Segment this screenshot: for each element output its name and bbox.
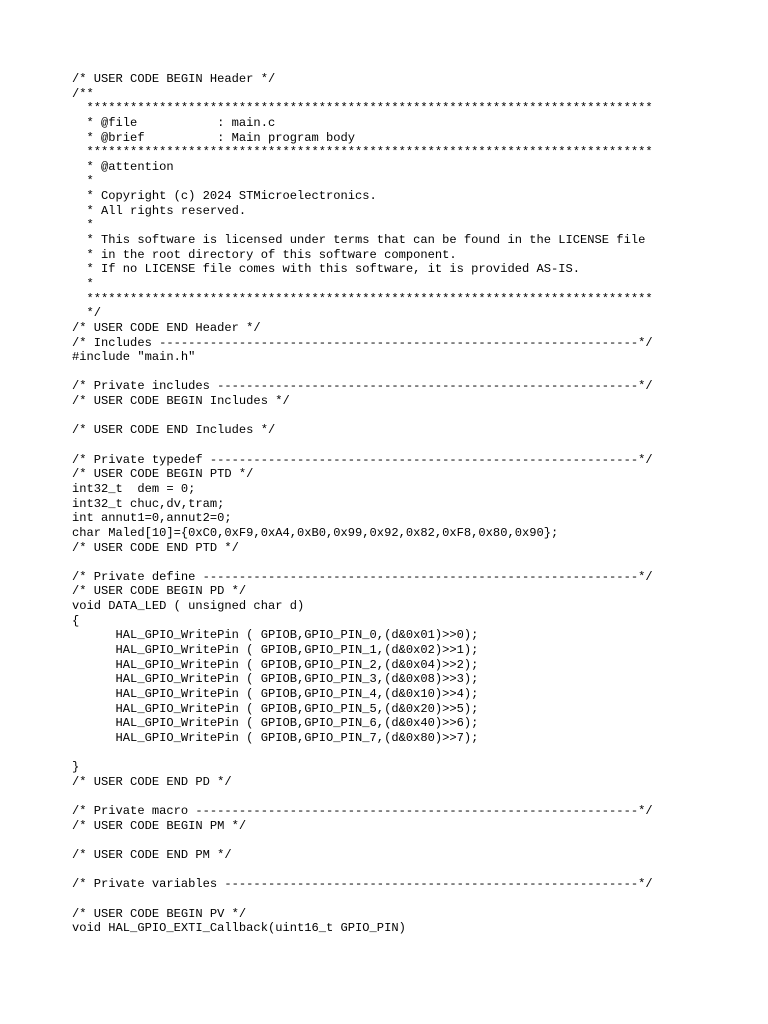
code-line: #include "main.h" [72,350,196,365]
code-line: * @attention [72,159,174,174]
code-line: HAL_GPIO_WritePin ( GPIOB,GPIO_PIN_1,(d&0x02)>>1); [72,642,479,657]
code-line: /* USER CODE END Includes */ [72,423,276,438]
code-line: /** [72,86,94,101]
code-line: * [72,174,94,189]
code-line [72,438,722,453]
code-line: /* Includes ------------------------------------------------------------------*/ [72,335,653,350]
code-line [72,555,722,570]
code-line: HAL_GPIO_WritePin ( GPIOB,GPIO_PIN_2,(d&0x04)>>2); [72,657,479,672]
code-line: /* USER CODE END Header */ [72,320,261,335]
code-line: int32_t dem = 0; [72,481,196,496]
code-line: * @brief : Main program body [72,130,356,145]
code-line: HAL_GPIO_WritePin ( GPIOB,GPIO_PIN_7,(d&0x80)>>7); [72,730,479,745]
code-line [72,409,722,424]
code-line: */ [72,306,102,321]
code-line: int annut1=0,annut2=0; [72,511,232,526]
code-line: /* Private typedef -----------------------------------------------------------*/ [72,452,653,467]
code-line: /* Private includes ----------------------------------------------------------*/ [72,379,653,394]
code-page [72,72,722,936]
code-line: /* USER CODE END PM */ [72,847,232,862]
code-line: * This software is licensed under terms that can be found in the LICENSE file [72,233,646,248]
code-line: HAL_GPIO_WritePin ( GPIOB,GPIO_PIN_6,(d&0x40)>>6); [72,716,479,731]
code-line: HAL_GPIO_WritePin ( GPIOB,GPIO_PIN_0,(d&0x01)>>0); [72,628,479,643]
code-line: /* Private define ------------------------------------------------------------*/ [72,569,653,584]
code-line: void DATA_LED ( unsigned char d) [72,599,305,614]
code-line: /* USER CODE END PD */ [72,774,232,789]
code-line: * [72,218,94,233]
code-line: * [72,276,94,291]
code-line: * If no LICENSE file comes with this software, it is provided AS-IS. [72,262,581,277]
code-line [72,365,722,380]
code-line: /* USER CODE BEGIN Includes */ [72,394,290,409]
code-line: * All rights reserved. [72,203,247,218]
code-line: } [72,760,80,775]
code-line: /* USER CODE BEGIN Header */ [72,72,276,86]
code-line: /* Private macro -------------------------------------------------------------*/ [72,804,653,819]
code-line: void HAL_GPIO_EXTI_Callback(uint16_t GPIO_PIN) [72,921,406,936]
code-line: * in the root directory of this software component. [72,247,457,262]
code-line: /* USER CODE END PTD */ [72,540,239,555]
code-line [72,789,722,804]
code-line: /* USER CODE BEGIN PD */ [72,584,247,599]
code-line [72,745,722,760]
code-line: ****************************************************************************** [72,291,653,306]
code-line: /* USER CODE BEGIN PM */ [72,818,247,833]
code-line: char Maled[10]={0xC0,0xF9,0xA4,0xB0,0x99,0x92,0x82,0xF8,0x80,0x90}; [72,525,559,540]
code-line: /* USER CODE BEGIN PTD */ [72,467,254,482]
code-line: HAL_GPIO_WritePin ( GPIOB,GPIO_PIN_5,(d&0x20)>>5); [72,701,479,716]
code-line [72,833,722,848]
code-line [72,863,722,878]
code-line [72,892,722,907]
code-line: * Copyright (c) 2024 STMicroelectronics. [72,189,377,204]
code-line: int32_t chuc,dv,tram; [72,496,225,511]
code-line: ****************************************************************************** [72,145,653,160]
code-line: { [72,613,80,628]
code-line: /* Private variables ---------------------------------------------------------*/ [72,877,653,892]
code-line: HAL_GPIO_WritePin ( GPIOB,GPIO_PIN_4,(d&0x10)>>4); [72,686,479,701]
code-line: ****************************************************************************** [72,101,653,116]
code-line: * @file : main.c [72,115,276,130]
code-line: /* USER CODE BEGIN PV */ [72,906,247,921]
code-line: HAL_GPIO_WritePin ( GPIOB,GPIO_PIN_3,(d&0x08)>>3); [72,672,479,687]
